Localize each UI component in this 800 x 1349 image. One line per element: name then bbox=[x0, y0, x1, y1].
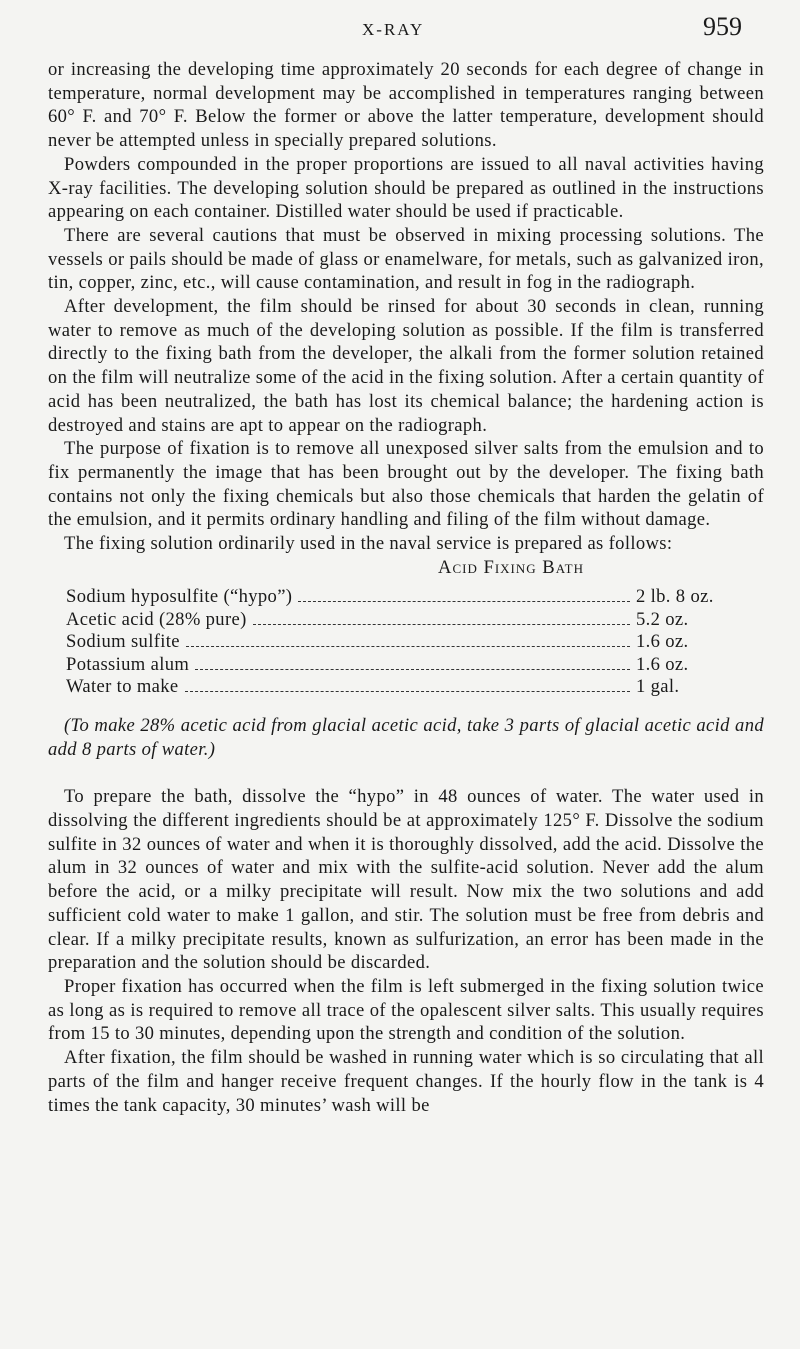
ingredient-name: Potassium alum bbox=[66, 653, 190, 675]
paragraph: Proper fixation has occurred when the film is left submerged in the fixing solution twice as long as is required to remove all trace of the opalescent silver salts. This usually requires from 15 to 30 minutes, depending upon the strength and condition of the solution. bbox=[48, 976, 764, 1045]
paragraph: The purpose of fixation is to remove all unexposed silver salts from the emulsion and to fix permanently the image that has been brought out by the developer. The fixing bath contains not only the fixing chemicals but also those chemicals that harden the gelatin of the emulsion, and it permits ordinary handling and filing of the film without damage. bbox=[48, 438, 764, 531]
recipe-note: (To make 28% acetic acid from glacial acetic acid, take 3 parts of glacial acetic acid and add 8 parts of water.) bbox=[48, 714, 764, 760]
paragraph: There are several cautions that must be observed in mixing processing solutions. The vessels or pails should be made of glass or enamelware, for metals, such as galvanized iron, tin, copper, zinc, etc., will cause contamination, and result in fog in the radiograph. bbox=[48, 224, 764, 294]
ingredient-name: Acetic acid (28% pure) bbox=[66, 608, 247, 630]
ingredient-quantity: 2 lb. 8 oz. bbox=[636, 586, 714, 608]
paragraph: The fixing solution ordinarily used in the naval service is prepared as follows: bbox=[64, 533, 673, 555]
section-heading: Acid Fixing Bath bbox=[438, 556, 584, 578]
recipe-row bbox=[66, 608, 726, 631]
recipe-row bbox=[66, 653, 726, 676]
recipe-table bbox=[66, 585, 726, 698]
leader-dots bbox=[253, 624, 630, 625]
leader-dots bbox=[186, 646, 630, 647]
body-text bbox=[48, 58, 764, 1117]
ingredient-name: Water to make bbox=[66, 676, 179, 698]
leader-dots bbox=[195, 669, 630, 670]
ingredient-quantity: 1.6 oz. bbox=[636, 653, 689, 675]
paragraph: Powders compounded in the proper proportions are issued to all naval activities having X-ray facilities. The developing solution should be prepared as outlined in the instructions appearing on each container. Distilled water should be used if practicable. bbox=[48, 153, 764, 223]
ingredient-quantity: 5.2 oz. bbox=[636, 608, 689, 630]
running-head-title: X-RAY bbox=[362, 20, 425, 39]
recipe-row bbox=[66, 630, 726, 653]
ingredient-quantity: 1.6 oz. bbox=[636, 631, 689, 653]
recipe-row bbox=[66, 585, 726, 608]
leader-dots bbox=[298, 601, 630, 602]
leader-dots bbox=[185, 691, 631, 692]
paragraph: or increasing the developing time approximately 20 seconds for each degree of change in temperature, normal development may be accomplished in temperatures ranging between 60° F. and 70° F. Below the former or above the latter temperature, development should never be attempted unless in specially prepared solutions. bbox=[48, 59, 764, 152]
ingredient-quantity: 1 gal. bbox=[636, 676, 680, 698]
recipe-row bbox=[66, 675, 726, 698]
running-head bbox=[0, 12, 800, 52]
paragraph: After fixation, the film should be washed in running water which is so circulating that all parts of the film and hanger receive frequent changes. If the hourly flow in the tank is 4 times the tank capacity, 30 minutes’ wash will be bbox=[48, 1047, 764, 1116]
ingredient-name: Sodium sulfite bbox=[66, 631, 180, 653]
paragraph: To prepare the bath, dissolve the “hypo” in 48 ounces of water. The water used in dissolving the different ingredients should be at approximately 125° F. Dissolve the sodium sulfite in 32 ounces of water and when it is thoroughly dissolved, add the acid. Dissolve the alum in 32 ounces of water and mix with the sulfite-acid solution. Never add the alum before the acid, or a milky precipitate will result. Now mix the two solutions and add sufficient cold water to make 1 gallon, and stir. The solution must be free from debris and clear. If a milky precipitate results, known as sulfurization, an error has been made in the preparation and the solution should be discarded. bbox=[48, 786, 764, 974]
ingredient-name: Sodium hyposulfite (“hypo”) bbox=[66, 586, 293, 608]
paragraph: After development, the film should be rinsed for about 30 seconds in clean, running water to remove as much of the developing solution as possible. If the film is transferred directly to the fixing bath from the developer, the alkali from the former solution retained on the film will neutralize some of the acid in the fixing solution. After a certain quantity of acid has been neutralized, the bath has lost its chemical balance; the hardening action is destroyed and stains are apt to appear on the radiograph. bbox=[48, 296, 764, 436]
page-number: 959 bbox=[703, 12, 742, 41]
